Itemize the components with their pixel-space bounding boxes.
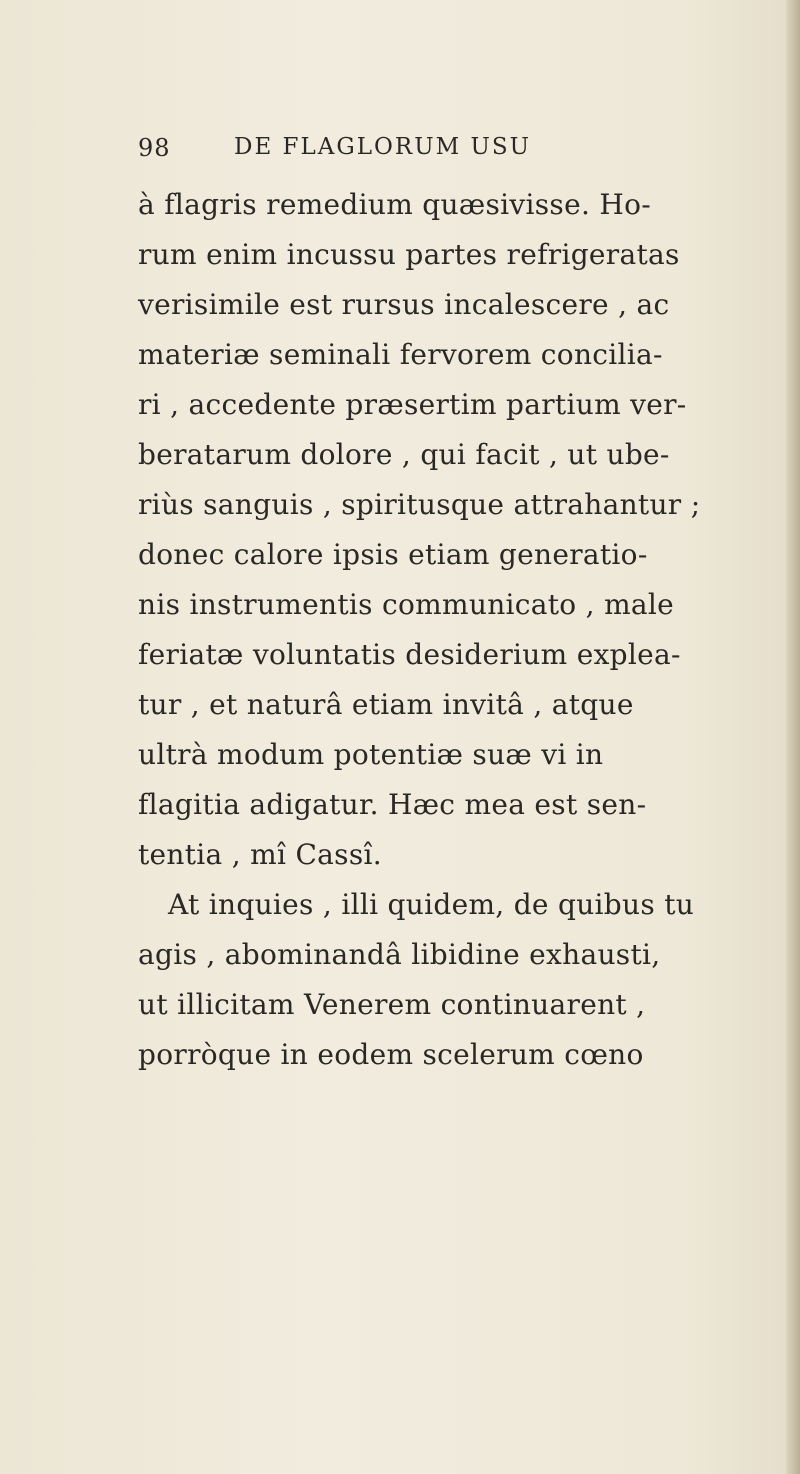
- text-line: ut illicitam Venerem continuarent ,: [138, 988, 646, 1021]
- text-line: verisimile est rursus incalescere , ac: [138, 288, 670, 321]
- page-number: 98: [138, 134, 171, 162]
- text-line: rum enim incussu partes refrigeratas: [138, 238, 680, 271]
- text-line: donec calore ipsis etiam generatio-: [138, 538, 648, 571]
- paragraph-start-line: At inquies , illi quidem, de quibus tu: [168, 888, 695, 921]
- text-line: tentia , mî Cassî.: [138, 838, 382, 871]
- text-line: tur , et naturâ etiam invitâ , atque: [138, 688, 634, 721]
- text-line: feriatæ voluntatis desiderium explea-: [138, 638, 681, 671]
- running-head: DE FLAGLORUM USU: [234, 134, 531, 160]
- body-text: [138, 180, 738, 1080]
- text-line: materiæ seminali fervorem concilia-: [138, 338, 663, 371]
- page-edge: [786, 0, 800, 1474]
- text-line: ultrà modum potentiæ suæ vi in: [138, 738, 604, 771]
- text-line: à flagris remedium quæsivisse. Ho-: [138, 188, 651, 221]
- text-line: flagitia adigatur. Hæc mea est sen-: [138, 788, 647, 821]
- text-line: nis instrumentis communicato , male: [138, 588, 675, 621]
- text-line: porròque in eodem scelerum cœno: [138, 1038, 644, 1071]
- text-line: agis , abominandâ libidine exhausti,: [138, 938, 661, 971]
- page-header: [138, 134, 738, 174]
- text-line: ri , accedente præsertim partium ver-: [138, 388, 687, 421]
- text-line: riùs sanguis , spiritusque attrahantur ;: [138, 488, 701, 521]
- text-line: beratarum dolore , qui facit , ut ube-: [138, 438, 670, 471]
